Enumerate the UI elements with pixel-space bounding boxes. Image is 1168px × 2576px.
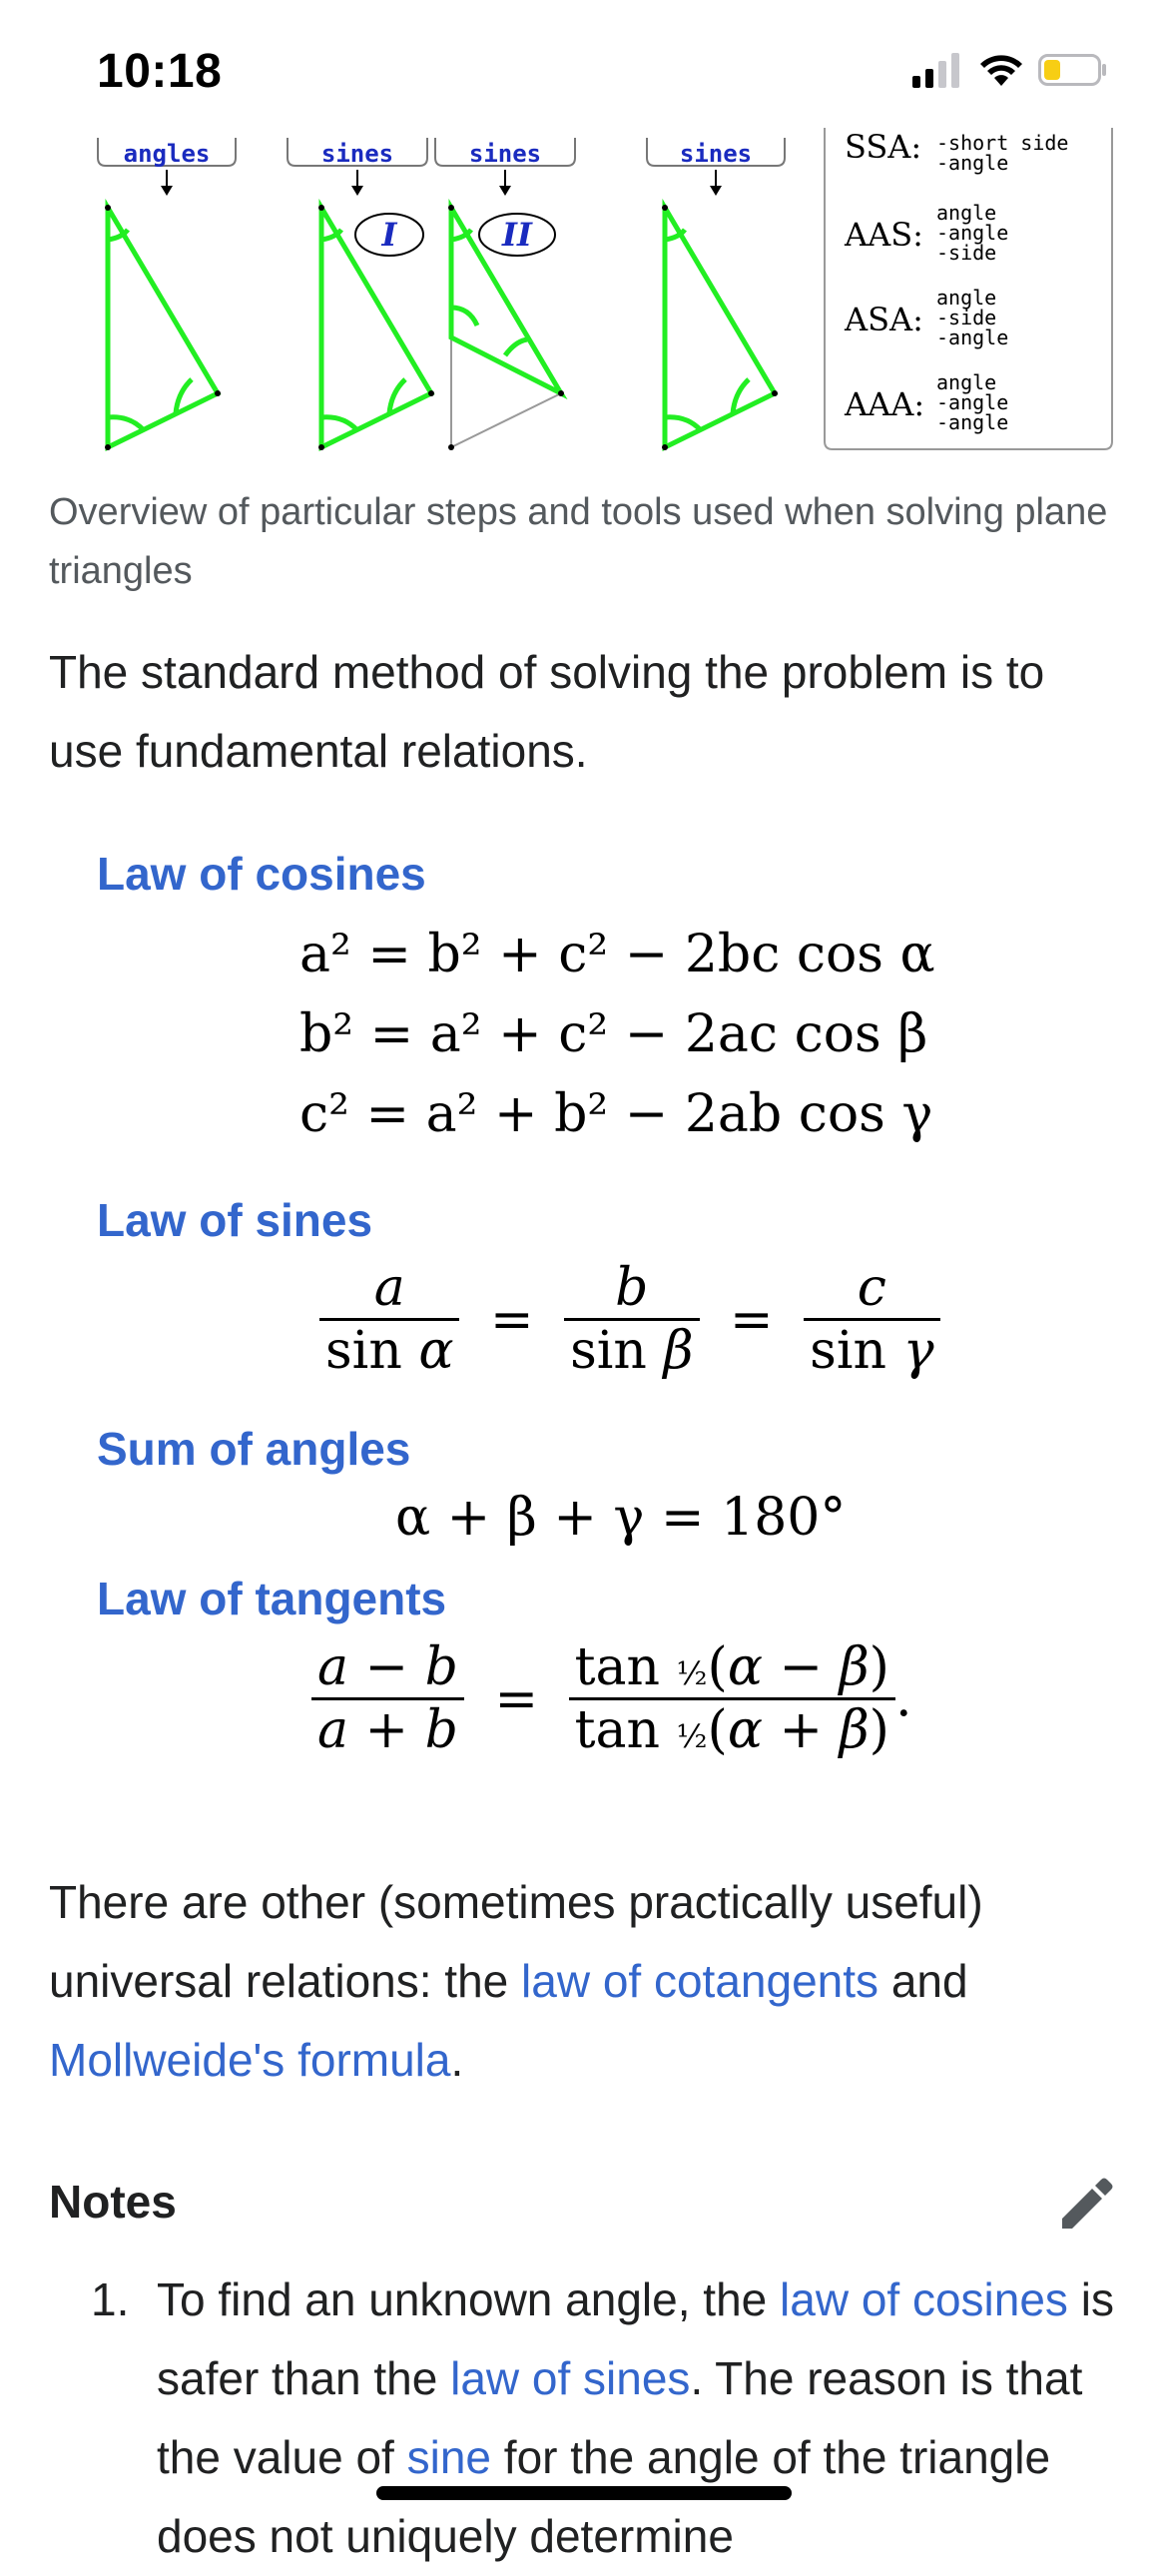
svg-text:-angle: -angle [936,151,1009,175]
svg-text:-side: -side [936,306,997,329]
figure-caption: Overview of particular steps and tools used when solving plane triangles [49,491,1108,592]
legend-asa [844,286,1008,349]
svg-text:-angle: -angle [936,221,1009,245]
svg-text:angle: angle [936,201,997,225]
triangle-solving-diagram [0,128,1168,457]
intro-paragraph: The standard method of solving the problem is to use fundamental relations. [49,646,1045,777]
svg-text:-short side: -short side [936,131,1069,155]
svg-text:I: I [381,216,397,254]
svg-text:angle: angle [936,370,997,394]
mollweides-formula-link[interactable]: Mollweide's formula [49,2034,451,2086]
diagram-label-box [435,138,575,196]
svg-text:-angle: -angle [936,325,1009,349]
sine-link[interactable]: sine [406,2431,492,2483]
svg-text:angle: angle [936,286,997,310]
cosines-equation-c: c² = a² + b² − 2ab cos γ [299,1084,933,1144]
status-icons [912,52,1108,88]
cosines-equation-b: b² = a² + c² − 2ac cos β [299,1004,928,1064]
svg-text:II: II [502,216,532,254]
svg-text:AAA:: AAA: [845,385,925,423]
cosines-equation-a: a² = b² + c² − 2bc cos α [299,925,935,984]
diagram-label-text: angles [123,140,211,168]
svg-text:-angle: -angle [936,390,1009,414]
law-of-sines-link[interactable]: law of sines [450,2352,691,2404]
diagram-label-box [98,138,236,196]
home-indicator[interactable] [376,2486,792,2500]
note-text: To find an unknown angle, the law of cosines is safer than the law of sines. The reason is that the value of sine for the angle of the triangle does not uniquely determine [157,2273,1114,2562]
note-number: 1. [91,2273,130,2325]
badge-ii [479,214,555,256]
other-relations-paragraph: There are other (sometimes practically useful) universal relations: the law of cotangents and Mollweide's formula. [49,1876,983,2086]
law-of-sines-heading: Law of sines [97,1194,373,1246]
triangle-figure [108,208,218,447]
status-time: 10:18 [97,45,223,98]
diagram-label-box [647,138,785,196]
wifi-icon [978,52,1024,88]
legend-aaa [844,370,1008,434]
diagram-label-text: sines [468,140,542,168]
case-legend [825,128,1112,449]
legend-ssa [845,128,1068,175]
diagram-label-box [288,138,427,196]
status-bar [0,0,1168,140]
law-of-cosines-heading: Law of cosines [97,848,426,900]
law-of-cotangents-link[interactable]: law of cotangents [521,1955,879,2007]
cellular-signal-icon [912,52,964,88]
sum-of-angles-equation: α + β + γ = 180° [395,1488,847,1548]
triangle-figure [665,208,775,447]
svg-text:AAS:: AAS: [845,216,923,254]
svg-text:ASA:: ASA: [845,301,923,338]
legend-aas [844,201,1008,265]
sum-of-angles-heading: Sum of angles [97,1423,411,1475]
svg-text:-angle: -angle [936,410,1009,434]
law-of-tangents-equation: $\frac{a - b}{a + b}$ = $\frac{\text{tan ½(α − β)}}{\text{tan ½(α + β)}}$ . [311,1637,911,1760]
edit-pencil-icon[interactable] [1056,2175,1116,2235]
badge-i [355,214,423,256]
law-of-cosines-link[interactable]: law of cosines [780,2273,1068,2325]
svg-text:-side: -side [936,241,997,265]
notes-heading: Notes [49,2176,177,2228]
battery-icon [1038,52,1108,88]
diagram-label-text: sines [320,140,394,168]
law-of-tangents-heading: Law of tangents [97,1573,447,1624]
law-of-sines-equation: $\frac{a}{\text{sin α}}$ = $\frac{b}{\text{sin β}}$ = $\frac{c}{\text{sin γ}}$ [319,1258,940,1381]
svg-text:SSA:: SSA: [845,128,922,166]
diagram-label-text: sines [679,140,753,168]
